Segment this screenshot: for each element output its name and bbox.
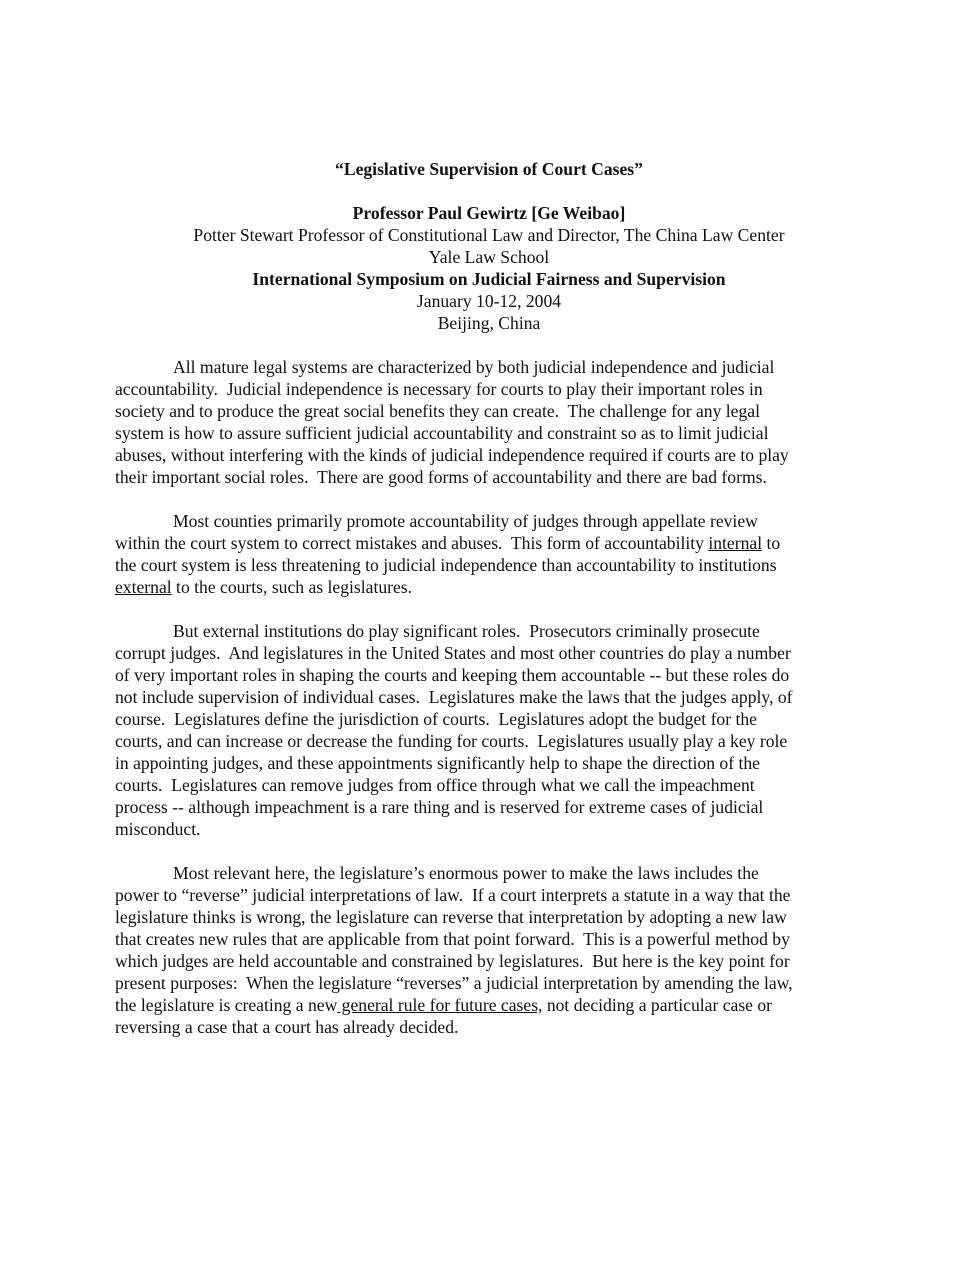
paragraph-line: corrupt judges. And legislatures in the United States and most other countries do play a number bbox=[115, 643, 791, 663]
paragraph-line bbox=[115, 532, 863, 554]
text-run: the legislature is creating a new bbox=[115, 995, 338, 1015]
paragraph-line: not include supervision of individual cases. Legislatures make the laws that the judges apply, of bbox=[115, 687, 793, 707]
paragraph-line: Most relevant here, the legislature’s enormous power to make the laws includes the bbox=[173, 863, 759, 883]
paragraph-line: courts, and can increase or decrease the funding for courts. Legislatures usually play a key role bbox=[115, 731, 788, 751]
paragraph-line: in appointing judges, and these appointments significantly help to shape the direction of the bbox=[115, 753, 760, 773]
paragraph-line: society and to produce the great social benefits they can create. The challenge for any legal bbox=[115, 401, 760, 421]
document-page bbox=[115, 158, 863, 1038]
paragraph-line: system is how to assure sufficient judicial accountability and constraint so as to limit judicial bbox=[115, 423, 769, 443]
underlined-term-internal: internal bbox=[708, 533, 763, 553]
author-position: Potter Stewart Professor of Constitutional Law and Director, The China Law Center bbox=[193, 225, 785, 245]
underlined-term-external: external bbox=[115, 577, 172, 597]
paragraph-line: accountability. Judicial independence is necessary for courts to play their important roles in bbox=[115, 379, 763, 399]
event-date: January 10-12, 2004 bbox=[416, 291, 562, 311]
event-name: International Symposium on Judicial Fairness and Supervision bbox=[252, 269, 726, 289]
paragraph-line: the court system is less threatening to judicial independence than accountability to institutions bbox=[115, 555, 777, 575]
paragraph-line: But external institutions do play significant roles. Prosecutors criminally prosecute bbox=[173, 621, 760, 641]
paragraph-line: that creates new rules that are applicable from that point forward. This is a powerful method by bbox=[115, 929, 790, 949]
paragraph-line: present purposes: When the legislature “reverses” a judicial interpretation by amending the law, bbox=[115, 973, 793, 993]
text-run: to bbox=[762, 533, 781, 553]
paragraph-line: their important social roles. There are good forms of accountability and there are bad forms. bbox=[115, 467, 767, 487]
document-body bbox=[115, 356, 863, 1038]
paragraph-line: which judges are held accountable and constrained by legislatures. But here is the key point for bbox=[115, 951, 790, 971]
document-header bbox=[115, 158, 863, 334]
text-run: within the court system to correct mistakes and abuses. This form of accountability bbox=[115, 533, 704, 553]
paragraph-line bbox=[115, 994, 863, 1016]
text-run: to the courts, such as legislatures. bbox=[171, 577, 413, 597]
paragraph-line bbox=[115, 576, 863, 598]
event-location: Beijing, China bbox=[437, 313, 541, 333]
paragraph-line: power to “reverse” judicial interpretations of law. If a court interprets a statute in a way that the bbox=[115, 885, 791, 905]
paragraph-line: process -- although impeachment is a rare thing and is reserved for extreme cases of judicial bbox=[115, 797, 764, 817]
paragraph-line: All mature legal systems are characterized by both judicial independence and judicial bbox=[173, 357, 775, 377]
paragraph-line: reversing a case that a court has already decided. bbox=[115, 1017, 459, 1037]
paragraph-3 bbox=[115, 620, 863, 840]
paragraph-line: course. Legislatures define the jurisdiction of courts. Legislatures adopt the budget for the bbox=[115, 709, 757, 729]
paragraph-line: of very important roles in shaping the courts and keeping them accountable -- but these roles do bbox=[115, 665, 790, 685]
document-title: “Legislative Supervision of Court Cases” bbox=[335, 159, 643, 179]
school-name: Yale Law School bbox=[428, 247, 550, 267]
text-run: not deciding a particular case or bbox=[542, 995, 773, 1015]
paragraph-line: courts. Legislatures can remove judges from office through what we call the impeachment bbox=[115, 775, 755, 795]
paragraph-line: Most counties primarily promote accountability of judges through appellate review bbox=[173, 511, 758, 531]
paragraph-line: abuses, without interfering with the kinds of judicial independence required if courts are to play bbox=[115, 445, 789, 465]
paragraph-line: legislature thinks is wrong, the legislature can reverse that interpretation by adopting a new law bbox=[115, 907, 787, 927]
underlined-phrase-general-rule: general rule for future cases, bbox=[337, 995, 543, 1015]
author-name: Professor Paul Gewirtz [Ge Weibao] bbox=[352, 203, 626, 223]
paragraph-1 bbox=[115, 356, 863, 488]
paragraph-4 bbox=[115, 862, 863, 1038]
paragraph-2 bbox=[115, 510, 863, 598]
paragraph-line: misconduct. bbox=[115, 819, 201, 839]
